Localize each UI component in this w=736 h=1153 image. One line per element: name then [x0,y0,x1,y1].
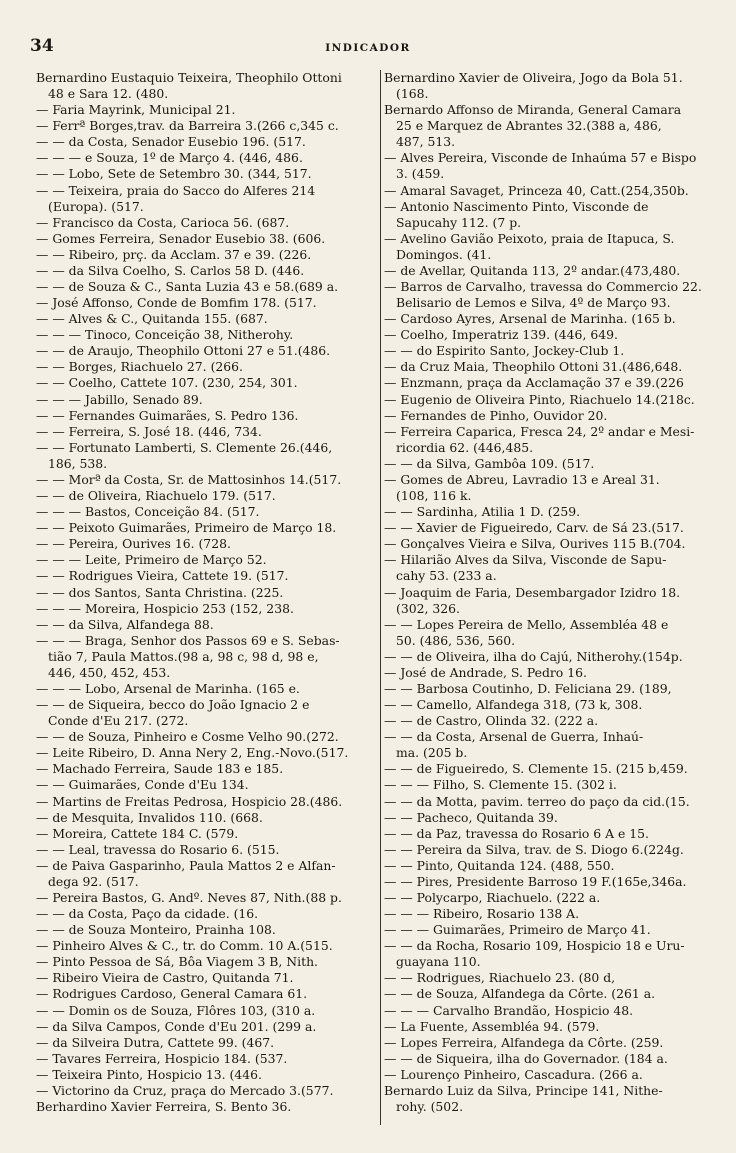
directory-entry-line: — — Peixoto Guimarães, Primeiro de Março 18. [36,520,337,536]
directory-entry-line: — Alves Pereira, Visconde de Inhaúma 57 e Bispo [384,150,697,166]
directory-entry-line: — Cardoso Ayres, Arsenal de Marinha. (165 b. [384,311,676,327]
directory-entry-line: 50. (486, 536, 560. [396,632,516,648]
directory-entry-line: — — Alves & C., Quitanda 155. (687. [36,311,268,327]
directory-entry-line: — Coelho, Imperatriz 139. (446, 649. [384,327,618,343]
directory-entry-line: — — — Filho, S. Clemente 15. (302 i. [384,777,617,793]
directory-entry-line: — Barros de Carvalho, travessa do Commercio 22. [384,279,702,295]
directory-entry-line: Bernardino Xavier de Oliveira, Jogo da Bola 51. [384,70,683,85]
directory-entry-line: — — Fortunato Lamberti, S. Clemente 26.(446, [36,439,333,455]
directory-entry-line: — Rodrigues Cardoso, General Camara 61. [36,986,308,1002]
directory-entry-line: — — de Oliveira, Riachuelo 179. (517. [36,488,276,504]
directory-entry-line: Bernardo Luiz da Silva, Principe 141, Nithe- [384,1082,663,1098]
directory-entry-line: — — de Souza, Pinheiro e Cosme Velho 90.(272. [36,729,339,745]
directory-entry-line: (Europa). (517. [48,198,144,214]
directory-entry-line: rohy. (502. [396,1099,464,1114]
directory-entry-line: — Pinheiro Alves & C., tr. do Comm. 10 A.(515. [36,938,333,954]
directory-entry-line: ma. (205 b. [396,745,468,761]
directory-entry-line: — — — Tinoco, Conceição 38, Nitherohy. [36,327,294,343]
directory-entry-line: — da Silva Campos, Conde d'Eu 201. (299 a. [36,1018,317,1034]
directory-entry-line: — Gomes de Abreu, Lavradio 13 e Areal 31. [384,471,660,487]
directory-entry-line: 186, 538. [48,455,108,471]
directory-entry-line: — — Pereira da Silva, trav. de S. Diogo 6.(224g. [384,841,684,857]
directory-entry-line: — Gonçalves Vieira e Silva, Ourives 115 B.(704. [384,536,686,552]
directory-entry-line: — — Morª da Costa, Sr. de Mattosinhos 14.(517. [36,471,342,487]
directory-entry-line: 25 e Marquez de Abrantes 32.(388 a, 486, [396,118,662,134]
page-number: 34 [30,36,54,56]
directory-entry-line: — Ferrª Borges,trav. da Barreira 3.(266 c,345 c. [36,118,339,134]
directory-entry-line: — Francisco da Costa, Carioca 56. (687. [36,214,290,230]
directory-entry-line: — Fernandes de Pinho, Ouvidor 20. [384,407,608,423]
directory-entry-line: — Moreira, Cattete 184 C. (579. [36,825,239,841]
directory-entry-line: — Eugenio de Oliveira Pinto, Riachuelo 14.(218c. [384,391,695,407]
directory-entry-line: — — — Lobo, Arsenal de Marinha. (165 e. [36,680,300,696]
right-column [384,70,712,1115]
directory-entry-line: — — Lopes Pereira de Mello, Assembléa 48 e [384,616,669,632]
directory-entry-line: — Enzmann, praça da Acclamação 37 e 39.(226 [384,375,684,391]
directory-entry-line: — Tavares Ferreira, Hospicio 184. (537. [36,1050,288,1066]
directory-entry-line: (302, 326. [396,600,460,616]
directory-entry-line: — — Pacheco, Quitanda 39. [384,809,558,825]
directory-entry-line: — — — Bastos, Conceição 84. (517. [36,504,260,520]
directory-entry-line: — — — e Souza, 1º de Março 4. (446, 486. [36,150,303,166]
directory-entry-line: Bernardino Eustaquio Teixeira, Theophilo Ottoni [36,70,342,85]
directory-entry-line: Berhardino Xavier Ferreira, S. Bento 36. [36,1099,292,1114]
directory-entry-line: — Lourenço Pinheiro, Cascadura. (266 a. [384,1066,643,1082]
directory-entry-line: — — Pinto, Quitanda 124. (488, 550. [384,857,615,873]
directory-entry-line: guayana 110. [396,954,481,970]
directory-entry-line: Domingos. (41. [396,246,492,262]
directory-entry-line: — — Lobo, Sete de Setembro 30. (344, 517. [36,166,312,182]
directory-entry-line: — Hilarião Alves da Silva, Visconde de Sapu- [384,552,667,568]
directory-entry-line: — — — Braga, Senhor dos Passos 69 e S. Sebas- [36,632,340,648]
directory-entry-line: — — — Jabillo, Senado 89. [36,391,203,407]
directory-entry-line: — — de Souza Monteiro, Prainha 108. [36,922,276,938]
directory-entry-line: — — Domin os de Souza, Flôres 103, (310 a. [36,1002,316,1018]
directory-entry-line: Bernardo Affonso de Miranda, General Camara [384,102,682,118]
directory-entry-line: — — — Ribeiro, Rosario 138 A. [384,906,580,922]
directory-entry-line: — — — Guimarães, Primeiro de Março 41. [384,922,651,938]
directory-entry-line: 3. (459. [396,166,445,182]
directory-entry-line: — — da Costa, Paço da cidade. (16. [36,906,259,922]
directory-entry-line: — — da Rocha, Rosario 109, Hospicio 18 e Uru- [384,938,685,954]
directory-entry-line: — — Pires, Presidente Barroso 19 F.(165e,346a. [384,873,687,889]
directory-entry-line: — — de Oliveira, ilha do Cajú, Nitherohy.(154p. [384,648,683,664]
directory-entry-line: — Teixeira Pinto, Hospicio 13. (446. [36,1066,262,1082]
directory-entry-line: — — Pereira, Ourives 16. (728. [36,536,231,552]
directory-entry-line: — Martins de Freitas Pedrosa, Hospicio 28.(486. [36,793,343,809]
directory-entry-line: — José de Andrade, S. Pedro 16. [384,664,587,680]
directory-entry-line: — — Camello, Alfandega 318, (73 k, 308. [384,697,643,713]
directory-entry-line: — — Ribeiro, prç. da Acclam. 37 e 39. (226. [36,246,312,262]
directory-entry-line: — — Guimarães, Conde d'Eu 134. [36,777,249,793]
left-column [36,70,378,1115]
directory-entry-line: — Avelino Gavião Peixoto, praia de Itapuca, S. [384,230,675,246]
directory-entry-line: — — Teixeira, praia do Sacco do Alferes 214 [36,182,316,198]
directory-entry-line: — Antonio Nascimento Pinto, Visconde de [384,198,649,214]
directory-entry-line: — — de Siqueira, becco do João Ignacio 2 e [36,697,310,713]
directory-entry-line: — Lopes Ferreira, Alfandega da Côrte. (259. [384,1034,664,1050]
directory-entry-line: 446, 450, 452, 453. [48,664,171,680]
directory-entry-line: 48 e Sara 12. (480. [48,86,169,102]
directory-entry-line: — Amaral Savaget, Princeza 40, Catt.(254,350b. [384,182,689,198]
directory-entry-line: Conde d'Eu 217. (272. [48,713,189,729]
column-divider [380,70,381,1125]
directory-entry-line: — Ribeiro Vieira de Castro, Quitanda 71. [36,970,294,986]
directory-entry-line: tião 7, Paula Mattos.(98 a, 98 c, 98 d, 98 e, [48,648,319,664]
directory-entry-line: — — da Costa, Arsenal de Guerra, Inhaú- [384,729,644,745]
directory-entry-line: — Ferreira Caparica, Fresca 24, 2º andar e Mesi- [384,423,695,439]
directory-entry-line: ricordia 62. (446,485. [396,439,534,455]
directory-entry-line: — Gomes Ferreira, Senador Eusebio 38. (606. [36,230,326,246]
directory-entry-line: — — Barbosa Coutinho, D. Feliciana 29. (189, [384,680,672,696]
directory-entry-line: — Joaquim de Faria, Desembargador Izidro 18. [384,584,681,600]
directory-entry-line: — de Paiva Gasparinho, Paula Mattos 2 e Alfan- [36,857,336,873]
directory-entry-line: Belisario de Lemos e Silva, 4º de Março 93. [396,295,671,311]
page-header [0,36,736,60]
directory-entry-line: — de Mesquita, Invalidos 110. (668. [36,809,263,825]
directory-entry-line: — Machado Ferreira, Saude 183 e 185. [36,761,284,777]
directory-entry-line: — Pinto Pessoa de Sá, Bôa Viagem 3 B, Nith. [36,954,318,970]
directory-entry-line: — — Leal, travessa do Rosario 6. (515. [36,841,280,857]
directory-entry-line: — — Xavier de Figueiredo, Carv. de Sá 23.(517. [384,520,684,536]
directory-entry-line: — — da Motta, pavim. terreo do paço da cid.(15. [384,793,690,809]
directory-entry-line: — — de Souza & C., Santa Luzia 43 e 58.(689 a. [36,279,339,295]
directory-entry-line: — — Rodrigues Vieira, Cattete 19. (517. [36,568,289,584]
directory-entry-line: Sapucahy 112. (7 p. [396,214,522,230]
directory-entry-line: — da Silveira Dutra, Cattete 99. (467. [36,1034,275,1050]
directory-entry-line: — — de Figueiredo, S. Clemente 15. (215 b,459. [384,761,688,777]
directory-entry-line: — — — Leite, Primeiro de Março 52. [36,552,267,568]
directory-entry-line: — Pereira Bastos, G. Andº. Neves 87, Nith.(88 p. [36,889,342,905]
directory-entry-line: — — da Paz, travessa do Rosario 6 A e 15. [384,825,649,841]
directory-entry-line: — — Ferreira, S. José 18. (446, 734. [36,423,262,439]
directory-entry-line: — — Sardinha, Atilia 1 D. (259. [384,504,581,520]
directory-entry-line: — — — Carvalho Brandão, Hospicio 48. [384,1002,634,1018]
directory-entry-line: — — de Siqueira, ilha do Governador. (184 a. [384,1050,668,1066]
directory-entry-line: — Victorino da Cruz, praça do Mercado 3.(577. [36,1082,334,1098]
directory-entry-line: — de Avellar, Quitanda 113, 2º andar.(473,480. [384,262,681,278]
directory-entry-line: 487, 513. [396,134,456,150]
directory-entry-line: — — de Araujo, Theophilo Ottoni 27 e 51.(486. [36,343,331,359]
directory-entry-line: cahy 53. (233 a. [396,568,497,584]
directory-entry-line: — — da Costa, Senador Eusebio 196. (517. [36,134,306,150]
directory-entry-line: — — Rodrigues, Riachuelo 23. (80 d, [384,970,616,986]
directory-entry-line: — — Coelho, Cattete 107. (230, 254, 301. [36,375,298,391]
directory-entry-line: — — Fernandes Guimarães, S. Pedro 136. [36,407,299,423]
directory-entry-line: (168. [396,86,429,102]
directory-entry-line: — José Affonso, Conde de Bomfim 178. (517. [36,295,317,311]
directory-entry-line: — — Polycarpo, Riachuelo. (222 a. [384,889,601,905]
directory-entry-line: — — — Moreira, Hospicio 253 (152, 238. [36,600,294,616]
running-head: INDICADOR [325,42,411,54]
directory-entry-line: — — do Espirito Santo, Jockey-Club 1. [384,343,625,359]
directory-entry-line: — — de Souza, Alfandega da Côrte. (261 a. [384,986,656,1002]
directory-entry-line: — — dos Santos, Santa Christina. (225. [36,584,284,600]
directory-entry-line: — — da Silva, Gambôa 109. (517. [384,455,595,471]
directory-entry-line: — Leite Ribeiro, D. Anna Nery 2, Eng.-Novo.(517. [36,745,349,761]
directory-entry-line: — — de Castro, Olinda 32. (222 a. [384,713,599,729]
directory-entry-line: — La Fuente, Assembléa 94. (579. [384,1018,600,1034]
directory-entry-line: — — da Silva, Alfandega 88. [36,616,214,632]
directory-entry-line: — — da Silva Coelho, S. Carlos 58 D. (446. [36,262,305,278]
directory-entry-line: — Faria Mayrink, Municipal 21. [36,102,236,118]
directory-entry-line: — da Cruz Maia, Theophilo Ottoni 31.(486,648. [384,359,683,375]
directory-entry-line: dega 92. (517. [48,873,139,889]
directory-entry-line: — — Borges, Riachuelo 27. (266. [36,359,243,375]
directory-entry-line: (108, 116 k. [396,488,472,504]
